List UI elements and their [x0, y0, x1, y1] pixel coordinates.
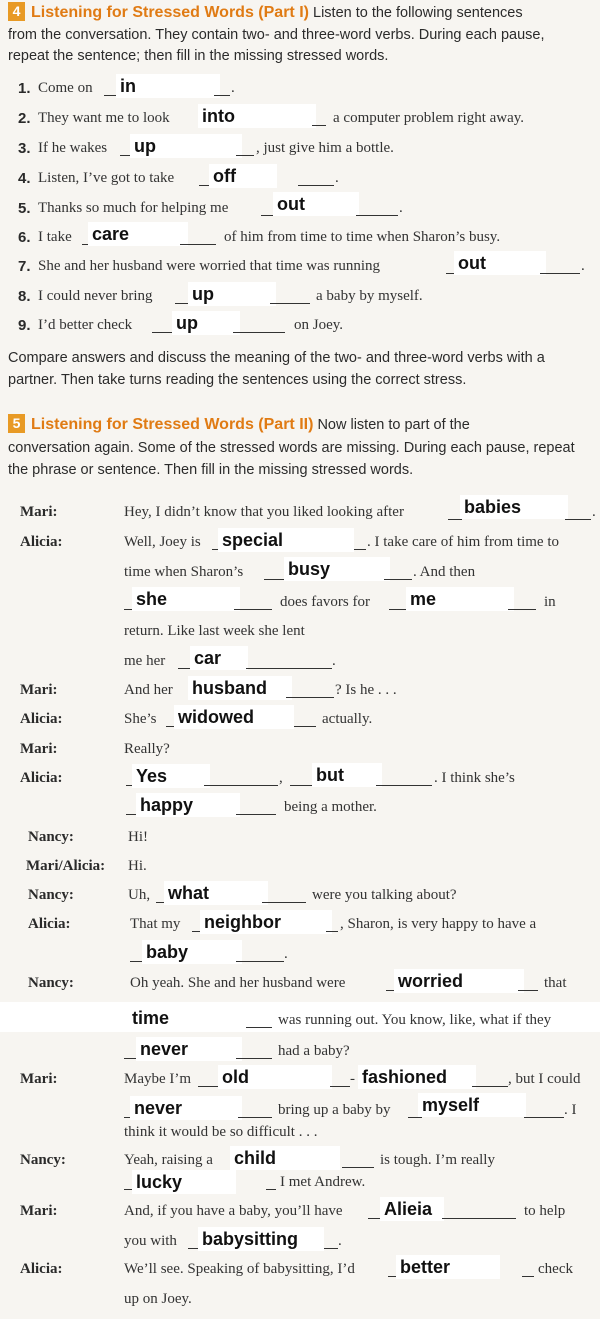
answer-field[interactable]: babies: [460, 495, 568, 519]
answer-field[interactable]: happy: [136, 793, 240, 817]
speaker-label: Nancy:: [28, 975, 74, 991]
line-text: Yeah, raising a: [124, 1152, 213, 1168]
line-text-end: .: [338, 1233, 342, 1249]
speaker-label: Alicia:: [20, 534, 63, 550]
line-text-end: had a baby?: [278, 1043, 350, 1059]
dialogue-line: [0, 765, 600, 798]
line-text: We’ll see. Speaking of babysitting, I’d: [124, 1261, 355, 1277]
item-text-after: of him from time to time when Sharon’s busy.: [224, 229, 501, 245]
section5-intro-l2: conversation again. Some of the stressed words are missing. During each pause, repeat: [8, 440, 575, 456]
line-text-end: in: [544, 594, 556, 610]
answer-field[interactable]: never: [130, 1096, 242, 1120]
answer-field[interactable]: Yes: [132, 764, 210, 788]
section4-intro-l3: repeat the sentence; then fill in the missing stressed words.: [8, 48, 389, 64]
dialogue-line: [0, 1257, 600, 1289]
line-text-end: . I: [564, 1102, 577, 1118]
dialogue-line: [0, 1229, 600, 1261]
line-text: you with: [124, 1233, 177, 1249]
item-text-after: a baby by myself.: [316, 288, 423, 304]
line-text-end: .: [332, 653, 336, 669]
line-text-end: .: [592, 504, 596, 520]
item-text-after: .: [231, 80, 235, 96]
section5-intro-l3: the phrase or sentence. Then fill in the missing stressed words.: [8, 462, 414, 478]
item-text-after: .: [399, 200, 403, 216]
speaker-label: Mari:: [20, 741, 58, 757]
item-number: 5.: [18, 200, 31, 217]
dialogue-line: [0, 1174, 600, 1202]
answer-field[interactable]: Alieia: [380, 1197, 444, 1221]
line-text: time when Sharon’s: [124, 564, 244, 580]
exercise-item-3: [0, 136, 600, 168]
dialogue-line: [0, 623, 600, 651]
dialogue-line: [0, 707, 600, 739]
answer-field[interactable]: up: [172, 311, 240, 335]
line-text: Maybe I’m: [124, 1071, 192, 1087]
answer-field[interactable]: old: [218, 1065, 332, 1089]
item-number: 9.: [18, 317, 31, 334]
dialogue-line: [0, 829, 600, 857]
item-number: 1.: [18, 80, 31, 97]
section5-title: Listening for Stressed Words (Part II): [31, 416, 314, 433]
section4-intro-l2: from the conversation. They contain two- and three-word verbs. During each pause,: [8, 27, 545, 43]
answer-field[interactable]: special: [218, 528, 354, 552]
section5-intro-l1: Now listen to part of the: [317, 417, 470, 433]
answer-field[interactable]: what: [164, 881, 268, 905]
line-text-end: , Sharon, is very happy to have a: [340, 916, 537, 932]
item-text-after: .: [335, 170, 339, 186]
line-text: Hi.: [128, 858, 147, 874]
item-text: They want me to look: [38, 110, 170, 126]
dialogue-line: [0, 795, 600, 827]
section4-header: [8, 2, 596, 24]
answer-field[interactable]: babysitting: [198, 1227, 324, 1251]
answer-field[interactable]: fashioned: [358, 1065, 476, 1089]
section4-intro-l1: Listen to the following sentences: [313, 5, 523, 21]
answer-field[interactable]: time: [128, 1006, 248, 1030]
line-text-end: being a mother.: [284, 799, 377, 815]
line-text: That my: [130, 916, 181, 932]
exercise-item-8: [0, 284, 600, 316]
line-text-end: check: [538, 1261, 573, 1277]
line-text-end: I met Andrew.: [280, 1174, 366, 1190]
line-text: -: [350, 1071, 355, 1087]
answer-field[interactable]: me: [406, 587, 514, 611]
dialogue-line: [0, 1291, 600, 1319]
exercise-item-7: [0, 253, 600, 286]
line-text: Uh,: [128, 887, 151, 903]
item-number: 4.: [18, 170, 31, 187]
answer-field[interactable]: up: [188, 282, 276, 306]
section5-header: [8, 414, 596, 436]
line-text: think it would be so difficult . . .: [124, 1124, 318, 1140]
answer-field[interactable]: care: [88, 222, 188, 246]
dialogue-line: [0, 971, 600, 1003]
answer-field[interactable]: lucky: [132, 1170, 236, 1194]
answer-field[interactable]: into: [198, 104, 316, 128]
item-text: Come on: [38, 80, 93, 96]
answer-field[interactable]: child: [230, 1146, 340, 1170]
item-text-after: , just give him a bottle.: [256, 140, 394, 156]
line-text: bring up a baby by: [278, 1102, 391, 1118]
speaker-label: Mari:: [20, 1071, 58, 1087]
speaker-label: Alicia:: [28, 916, 71, 932]
item-text-after: a computer problem right away.: [333, 110, 525, 126]
line-text-end: .: [284, 946, 288, 962]
line-text: does favors for: [280, 594, 370, 610]
answer-field[interactable]: out: [273, 192, 359, 216]
answer-field[interactable]: out: [454, 251, 546, 275]
line-text: Hi!: [128, 829, 148, 845]
answer-field[interactable]: husband: [188, 676, 292, 700]
section4-number: 4: [8, 2, 25, 21]
item-number: 7.: [18, 258, 31, 275]
dialogue-line: [0, 678, 600, 710]
answer-field[interactable]: neighbor: [200, 910, 332, 934]
line-text-end: is tough. I’m really: [380, 1152, 495, 1168]
dialogue-line: [0, 858, 600, 886]
line-text: And her: [124, 682, 173, 698]
speaker-label: Mari/Alicia:: [26, 858, 106, 874]
line-text-end: ? Is he . . .: [335, 682, 397, 698]
dialogue-line: [0, 1008, 600, 1040]
item-text: I’d better check: [38, 317, 133, 333]
line-text: up on Joey.: [124, 1291, 192, 1307]
item-text: Thanks so much for helping me: [38, 200, 229, 216]
speaker-label: Nancy:: [28, 887, 74, 903]
line-text: Really?: [124, 741, 170, 757]
section4-title: Listening for Stressed Words (Part I): [31, 4, 309, 21]
speaker-label: Alicia:: [20, 711, 63, 727]
item-number: 8.: [18, 288, 31, 305]
line-text-end: , but I could: [508, 1071, 581, 1087]
line-text: Hey, I didn’t know that you liked looking after: [124, 504, 404, 520]
line-text: And, if you have a baby, you’ll have: [124, 1203, 343, 1219]
line-text-end: were you talking about?: [312, 887, 457, 903]
answer-field[interactable]: busy: [284, 557, 390, 581]
line-text-end: was running out. You know, like, what if they: [278, 1012, 552, 1028]
answer-field[interactable]: better: [396, 1255, 500, 1279]
line-text: return. Like last week she lent: [124, 623, 305, 639]
line-text-end: . I think she’s: [434, 770, 515, 786]
item-text: If he wakes: [38, 140, 108, 156]
item-text-after: on Joey.: [294, 317, 344, 333]
item-number: 3.: [18, 140, 31, 157]
item-text: I could never bring: [38, 288, 153, 304]
speaker-label: Nancy:: [28, 829, 74, 845]
line-text: Oh yeah. She and her husband were: [130, 975, 346, 991]
item-text: She and her husband were worried that time was running: [38, 258, 380, 274]
line-text: ,: [279, 770, 283, 786]
line-text: Well, Joey is: [124, 534, 201, 550]
item-text-after: .: [581, 258, 585, 274]
answer-field[interactable]: off: [209, 164, 277, 188]
dialogue-line: [0, 648, 600, 681]
exercise-item-2: [0, 106, 600, 138]
dialogue-line: [0, 589, 600, 622]
speaker-label: Nancy:: [20, 1152, 66, 1168]
line-text: She’s: [124, 711, 157, 727]
item-text: Listen, I’ve got to take: [38, 170, 175, 186]
line-text-end: . And then: [413, 564, 476, 580]
line-text: me her: [124, 653, 166, 669]
item-number: 6.: [18, 229, 31, 246]
answer-field[interactable]: car: [190, 646, 248, 670]
line-text-end: that: [544, 975, 567, 991]
answer-field[interactable]: widowed: [174, 705, 294, 729]
speaker-label: Mari:: [20, 504, 58, 520]
answer-field[interactable]: but: [312, 763, 382, 787]
answer-field[interactable]: never: [136, 1037, 242, 1061]
item-text: I take: [38, 229, 72, 245]
item-number: 2.: [18, 110, 31, 127]
compare-instructions-l1: Compare answers and discuss the meaning of the two- and three-word verbs with a: [8, 350, 545, 366]
answer-field[interactable]: up: [130, 134, 242, 158]
speaker-label: Mari:: [20, 682, 58, 698]
compare-instructions-l2: partner. Then take turns reading the sentences using the correct stress.: [8, 372, 467, 388]
speaker-label: Alicia:: [20, 1261, 63, 1277]
section5-number: 5: [8, 414, 25, 433]
dialogue-line: [0, 912, 600, 944]
answer-field[interactable]: baby: [142, 940, 242, 964]
answer-field[interactable]: myself: [418, 1093, 526, 1117]
line-text-end: actually.: [322, 711, 373, 727]
dialogue-line: [0, 741, 600, 769]
speaker-label: Alicia:: [20, 770, 63, 786]
answer-field[interactable]: in: [116, 74, 220, 98]
answer-field[interactable]: she: [132, 587, 240, 611]
answer-field[interactable]: worried: [394, 969, 524, 993]
line-text-end: to help: [524, 1203, 566, 1219]
speaker-label: Mari:: [20, 1203, 58, 1219]
exercise-item-9: [0, 313, 600, 345]
line-text-end: . I take care of him from time to: [367, 534, 560, 550]
